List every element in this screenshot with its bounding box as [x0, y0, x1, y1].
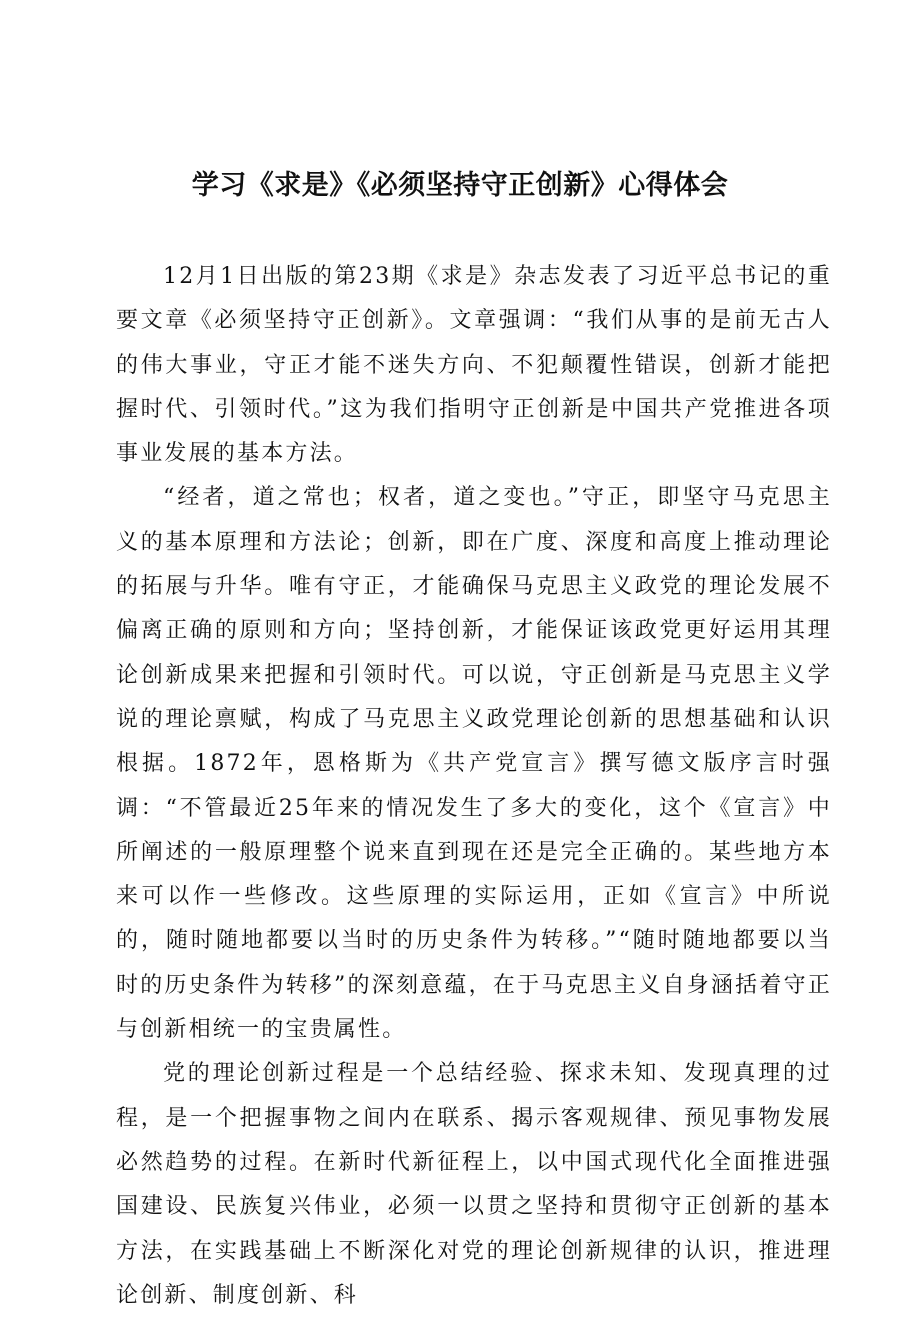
- document-body: [116, 255, 832, 1318]
- paragraph-1: 12月1日出版的第23期《求是》杂志发表了习近平总书记的重要文章《必须坚持守正创新》。文章强调：“我们从事的是前无古人的伟大事业，守正才能不迷失方向、不犯颠覆性错误，创新才能把握时代、引领时代。”这为我们指明守正创新是中国共产党推进各项事业发展的基本方法。: [116, 264, 832, 467]
- paragraph-2: “经者，道之常也；权者，道之变也。”守正，即坚守马克思主义的基本原理和方法论；创新，即在广度、深度和高度上推动理论的拓展与升华。唯有守正，才能确保马克思主义政党的理论发展不偏离正确的原则和方向；坚持创新，才能保证该政党更好运用其理论创新成果来把握和引领时代。可以说，守正创新是马克思主义学说的理论禀赋，构成了马克思主义政党理论创新的思想基础和认识根据。1872年，恩格斯为《共产党宣言》撰写德文版序言时强调：“不管最近25年来的情况发生了多大的变化，这个《宣言》中所阐述的一般原理整个说来直到现在还是完全正确的。某些地方本来可以作一些修改。这些原理的实际运用，正如《宣言》中所说的，随时随地都要以当时的历史条件为转移。”“随时随地都要以当时的历史条件为转移”的深刻意蕴，在于马克思主义自身涵括着守正与创新相统一的宝贵属性。: [116, 485, 832, 1043]
- paragraph-3: 党的理论创新过程是一个总结经验、探求未知、发现真理的过程，是一个把握事物之间内在联系、揭示客观规律、预见事物发展必然趋势的过程。在新时代新征程上，以中国式现代化全面推进强国建设、民族复兴伟业，必须一以贯之坚持和贯彻守正创新的基本方法，在实践基础上不断深化对党的理论创新规律的认识，推进理论创新、制度创新、科: [116, 1061, 832, 1308]
- document-title: 学习《求是》《必须坚持守正创新》心得体会: [191, 170, 729, 201]
